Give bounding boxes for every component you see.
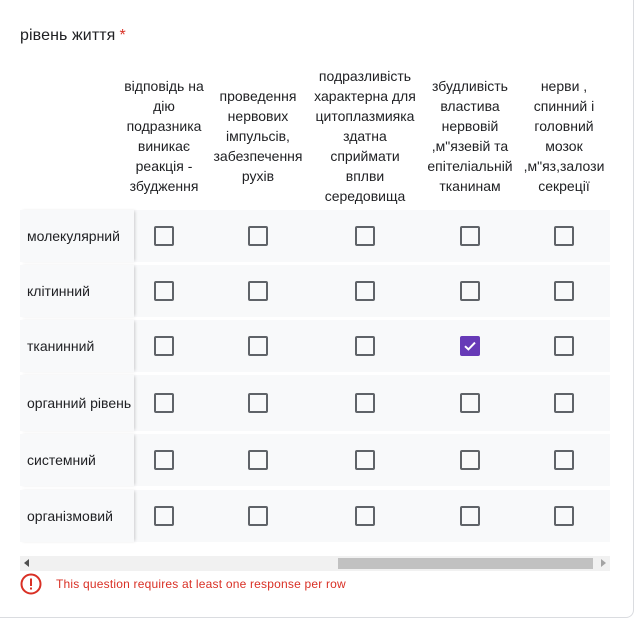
grid-cell: [228, 265, 288, 317]
error-circle-icon: [20, 573, 42, 595]
question-title-text: рівень життя: [20, 27, 116, 44]
checkbox-checked[interactable]: [460, 336, 480, 356]
row-label: організмовий: [20, 490, 134, 542]
checkbox[interactable]: [248, 336, 268, 356]
grid-row: [20, 320, 610, 372]
error-message: This question requires at least one response per row: [56, 577, 346, 591]
row-label: системний: [20, 434, 134, 486]
grid-cell: [134, 265, 194, 317]
grid-cell: [534, 434, 594, 486]
checkbox[interactable]: [460, 450, 480, 470]
column-header-3: подразливість характерна для цитоплазмияка здатна сприймати вплви середовища: [314, 68, 416, 204]
checkbox[interactable]: [154, 450, 174, 470]
scrollbar-thumb[interactable]: [338, 558, 593, 569]
grid-cell: [134, 375, 194, 431]
question-title: [20, 27, 126, 45]
row-label: тканинний: [20, 320, 134, 372]
grid-cell: [335, 265, 395, 317]
checkbox[interactable]: [248, 281, 268, 301]
required-asterisk: *: [119, 27, 126, 44]
grid-cell: [228, 210, 288, 262]
grid-cell: [228, 490, 288, 542]
grid-cell: [335, 434, 395, 486]
grid-cell: [134, 490, 194, 542]
grid-cell: [228, 434, 288, 486]
checkbox[interactable]: [355, 226, 375, 246]
grid-cell: [440, 210, 500, 262]
column-header-4: збудливість властива нервовій ,м"язевій та епітеліальній тканинам: [427, 78, 513, 194]
grid-row: [20, 375, 610, 431]
checkbox[interactable]: [248, 393, 268, 413]
checkbox[interactable]: [460, 393, 480, 413]
grid-cell: [534, 265, 594, 317]
checkbox[interactable]: [154, 226, 174, 246]
checkbox[interactable]: [554, 281, 574, 301]
checkbox[interactable]: [154, 393, 174, 413]
grid-cell: [534, 210, 594, 262]
validation-error: [20, 573, 346, 595]
checkbox[interactable]: [355, 281, 375, 301]
grid-row: [20, 434, 610, 486]
grid-cell: [440, 490, 500, 542]
grid-row: [20, 265, 610, 317]
grid-cell: [534, 490, 594, 542]
checkbox[interactable]: [248, 226, 268, 246]
column-header-2: проведення нервових імпульсів, забезпечення рухів: [213, 88, 303, 184]
grid-cell: [335, 320, 395, 372]
grid-cell: [440, 265, 500, 317]
grid-cell: [440, 375, 500, 431]
scroll-left-arrow-icon[interactable]: [24, 559, 29, 567]
column-header-1: відповідь на дію подразника виникає реакція - збудження: [124, 78, 204, 194]
checkbox[interactable]: [355, 393, 375, 413]
checkbox[interactable]: [554, 450, 574, 470]
checkbox[interactable]: [554, 506, 574, 526]
grid-cell: [440, 434, 500, 486]
checkbox[interactable]: [154, 336, 174, 356]
row-label: клітинний: [20, 265, 134, 317]
grid-cell: [228, 320, 288, 372]
checkbox[interactable]: [460, 281, 480, 301]
checkbox-grid: [20, 62, 610, 544]
grid-cell: [335, 490, 395, 542]
checkbox[interactable]: [248, 506, 268, 526]
grid-cell: [134, 320, 194, 372]
horizontal-scrollbar[interactable]: [20, 556, 610, 571]
grid-cell: [440, 320, 500, 372]
checkbox[interactable]: [355, 506, 375, 526]
scroll-right-arrow-icon[interactable]: [601, 559, 606, 567]
row-label: органний рівень: [20, 375, 134, 431]
grid-row: [20, 210, 610, 262]
checkbox[interactable]: [554, 336, 574, 356]
checkbox[interactable]: [554, 226, 574, 246]
grid-cell: [335, 375, 395, 431]
checkmark-icon: [463, 339, 477, 353]
grid-cell: [534, 320, 594, 372]
checkbox[interactable]: [554, 393, 574, 413]
checkbox[interactable]: [355, 336, 375, 356]
grid-row: [20, 490, 610, 542]
grid-cell: [134, 210, 194, 262]
checkbox[interactable]: [154, 281, 174, 301]
checkbox[interactable]: [460, 226, 480, 246]
checkbox[interactable]: [154, 506, 174, 526]
grid-cell: [335, 210, 395, 262]
row-label: молекулярний: [20, 210, 134, 262]
column-header-5: нерви , спинний і головний мозок ,м"яз,залози секреції: [523, 78, 605, 194]
checkbox[interactable]: [355, 450, 375, 470]
grid-cell: [134, 434, 194, 486]
checkbox[interactable]: [460, 506, 480, 526]
grid-cell: [534, 375, 594, 431]
checkbox[interactable]: [248, 450, 268, 470]
grid-cell: [228, 375, 288, 431]
